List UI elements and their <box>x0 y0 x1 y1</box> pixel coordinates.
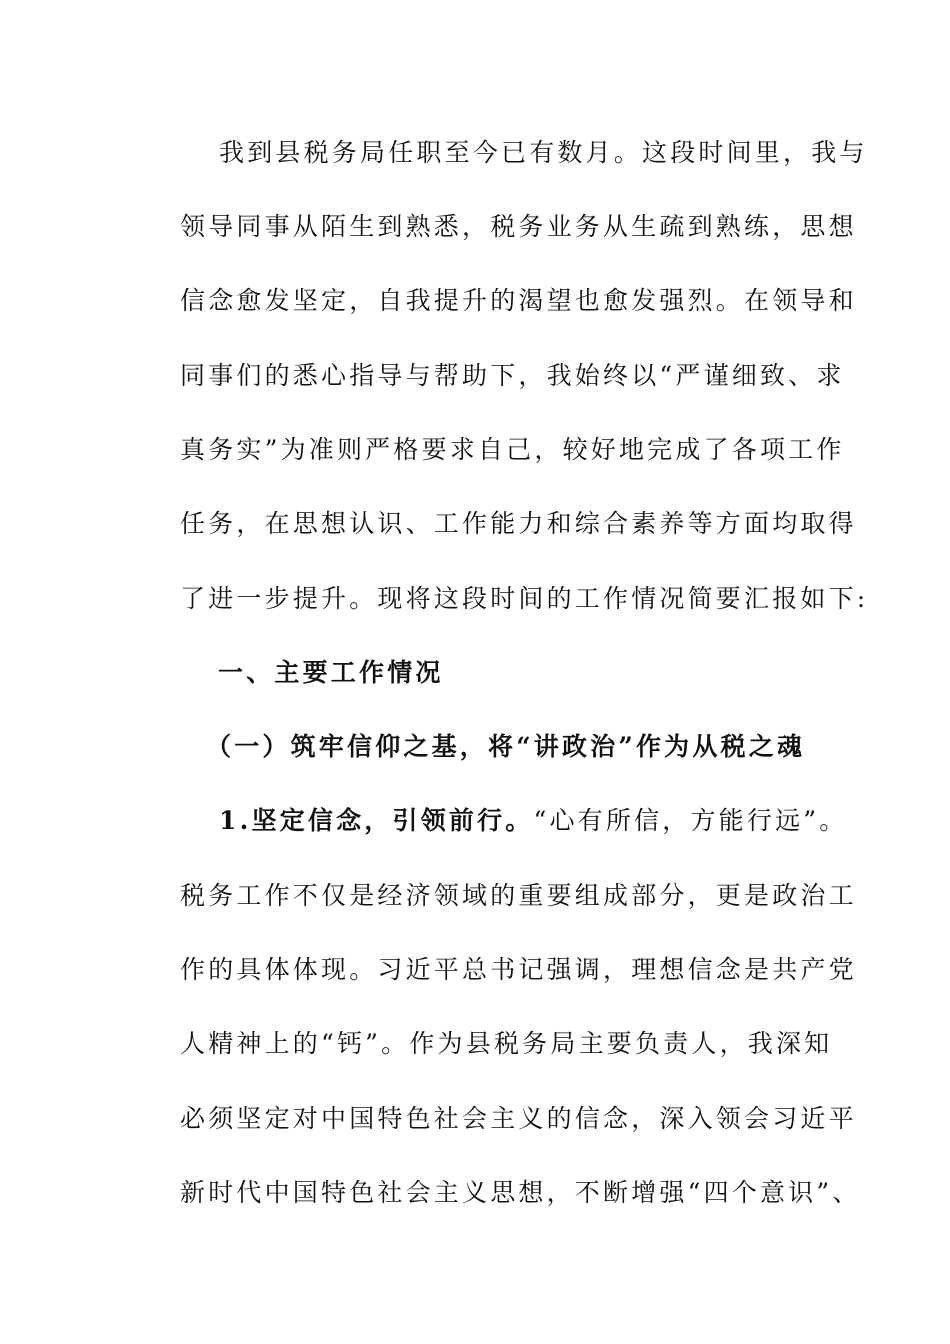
paragraph-line: 我到县税务局任职至今已有数月。这段时间里，我与 <box>219 138 868 167</box>
paragraph-line: 人精神上的“钙”。作为县税务局主要负责人，我深知 <box>180 1029 833 1058</box>
paragraph-line: 作的具体体现。习近平总书记强调，理想信念是共产党 <box>180 955 857 984</box>
item-heading-line <box>219 806 859 836</box>
paragraph-line: 信念愈发坚定，自我提升的渴望也愈发强烈。在领导和 <box>180 286 857 315</box>
paragraph-line: 领导同事从陌生到熟悉，税务业务从生疏到熟练，思想 <box>180 212 857 241</box>
paragraph-line: 同事们的悉心指导与帮助下，我始终以“严谨细致、求 <box>180 361 845 390</box>
paragraph-line: 真务实”为准则严格要求自己，较好地完成了各项工作 <box>180 435 845 464</box>
section-heading: 一、主要工作情况 <box>218 658 444 687</box>
paragraph-line: 新时代中国特色社会主义思想，不断增强“四个意识”、 <box>180 1178 861 1207</box>
paragraph-line: 了进一步提升。现将这段时间的工作情况简要汇报如下: <box>180 584 869 613</box>
paragraph-line: 税务工作不仅是经济领域的重要组成部分，更是政治工 <box>180 881 857 910</box>
paragraph-line: 任务，在思想认识、工作能力和综合素养等方面均取得 <box>180 509 857 538</box>
subsection-heading: （一）筑牢信仰之基，将“讲政治”作为从税之魂 <box>206 732 806 761</box>
item-lead: 1.坚定信念，引领前行。 <box>219 806 534 835</box>
paragraph-line: 必须坚定对中国特色社会主义的信念，深入领会习近平 <box>180 1104 857 1133</box>
item-quote: “心有所信，方能行远”。 <box>533 806 848 835</box>
